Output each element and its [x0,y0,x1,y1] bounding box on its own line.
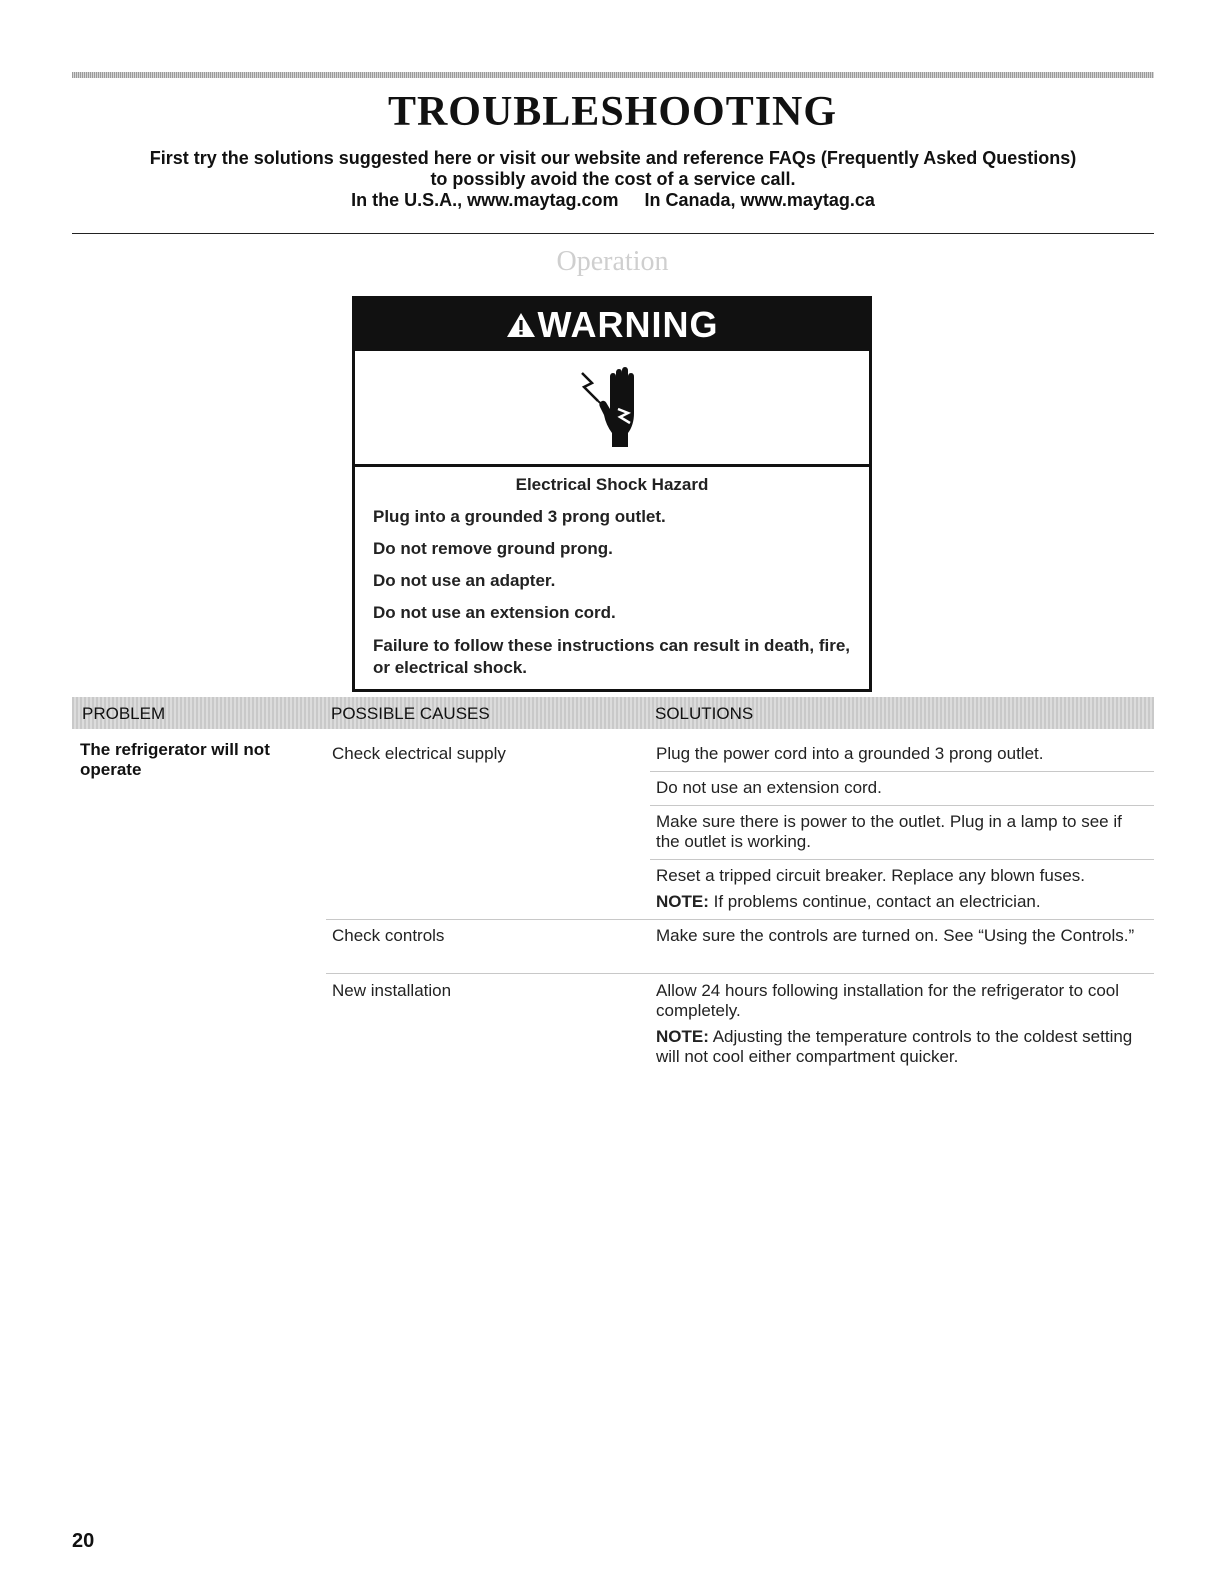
solution-item: Make sure the controls are turned on. See “Using the Controls.” [656,926,1135,945]
solution-text: Allow 24 hours following installation for the refrigerator to cool completely. [656,981,1120,1020]
cause-check-controls: Check controls [332,926,445,945]
solution-item: Make sure there is power to the outlet. Plug in a lamp to see if the outlet is working. [656,812,1122,851]
note-text: Adjusting the temperature controls to the coldest setting will not cool either compartment quicker. [656,1027,1133,1066]
page-number: 20 [72,1530,95,1552]
solution-item [656,981,1150,1067]
row-divider [326,973,1154,974]
page-title: TROUBLESHOOTING [387,89,838,135]
intro-line-1: First try the solutions suggested here or visit our website and reference FAQs (Frequently Asked Questions) [149,148,1077,168]
solution-note [656,892,1150,912]
horizontal-divider [72,233,1154,234]
warning-icon-area [355,351,869,467]
header-solutions: SOLUTIONS [655,704,754,723]
row-divider [326,919,1154,920]
cause-new-installation: New installation [332,981,452,1000]
solution-text: Reset a tripped circuit breaker. Replace any blown fuses. [656,866,1086,885]
solution-item: Plug the power cord into a grounded 3 prong outlet. [656,744,1044,763]
canada-website: In Canada, www.maytag.ca [644,190,875,210]
warning-line: Do not use an extension cord. [373,603,616,622]
hazard-name: Electrical Shock Hazard [515,475,709,494]
top-decorative-band [72,72,1154,78]
table-header [72,697,1154,729]
header-possible-causes: POSSIBLE CAUSES [331,704,490,723]
warning-triangle-icon [506,311,536,339]
warning-line: Do not use an adapter. [373,571,556,590]
warning-line: Plug into a grounded 3 prong outlet. [373,507,666,526]
usa-website: In the U.S.A., www.maytag.com [351,190,619,210]
websites-line [72,190,1154,211]
note-label: NOTE: [656,892,709,911]
warning-box [352,296,872,692]
warning-header [355,299,869,351]
row-divider [650,805,1154,806]
solution-item [656,866,1150,912]
intro-text [72,148,1154,211]
header-problem: PROBLEM [82,704,166,723]
row-divider [650,859,1154,860]
note-label: NOTE: [656,1027,709,1046]
solution-item: Do not use an extension cord. [656,778,882,797]
note-text: If problems continue, contact an electrician. [713,892,1041,911]
problem-text: The refrigerator will not operate [80,740,270,779]
electrical-shock-hand-icon [572,363,652,453]
intro-line-2: to possibly avoid the cost of a service call. [430,169,796,189]
warning-line: Failure to follow these instructions can result in death, fire, or electrical shock. [373,636,851,677]
section-title: Operation [556,246,669,277]
warning-body [355,467,869,679]
row-divider [650,771,1154,772]
warning-line: Do not remove ground prong. [373,539,613,558]
warning-label: WARNING [537,304,719,345]
cause-check-electrical-supply: Check electrical supply [332,744,506,763]
solution-note [656,1027,1150,1067]
